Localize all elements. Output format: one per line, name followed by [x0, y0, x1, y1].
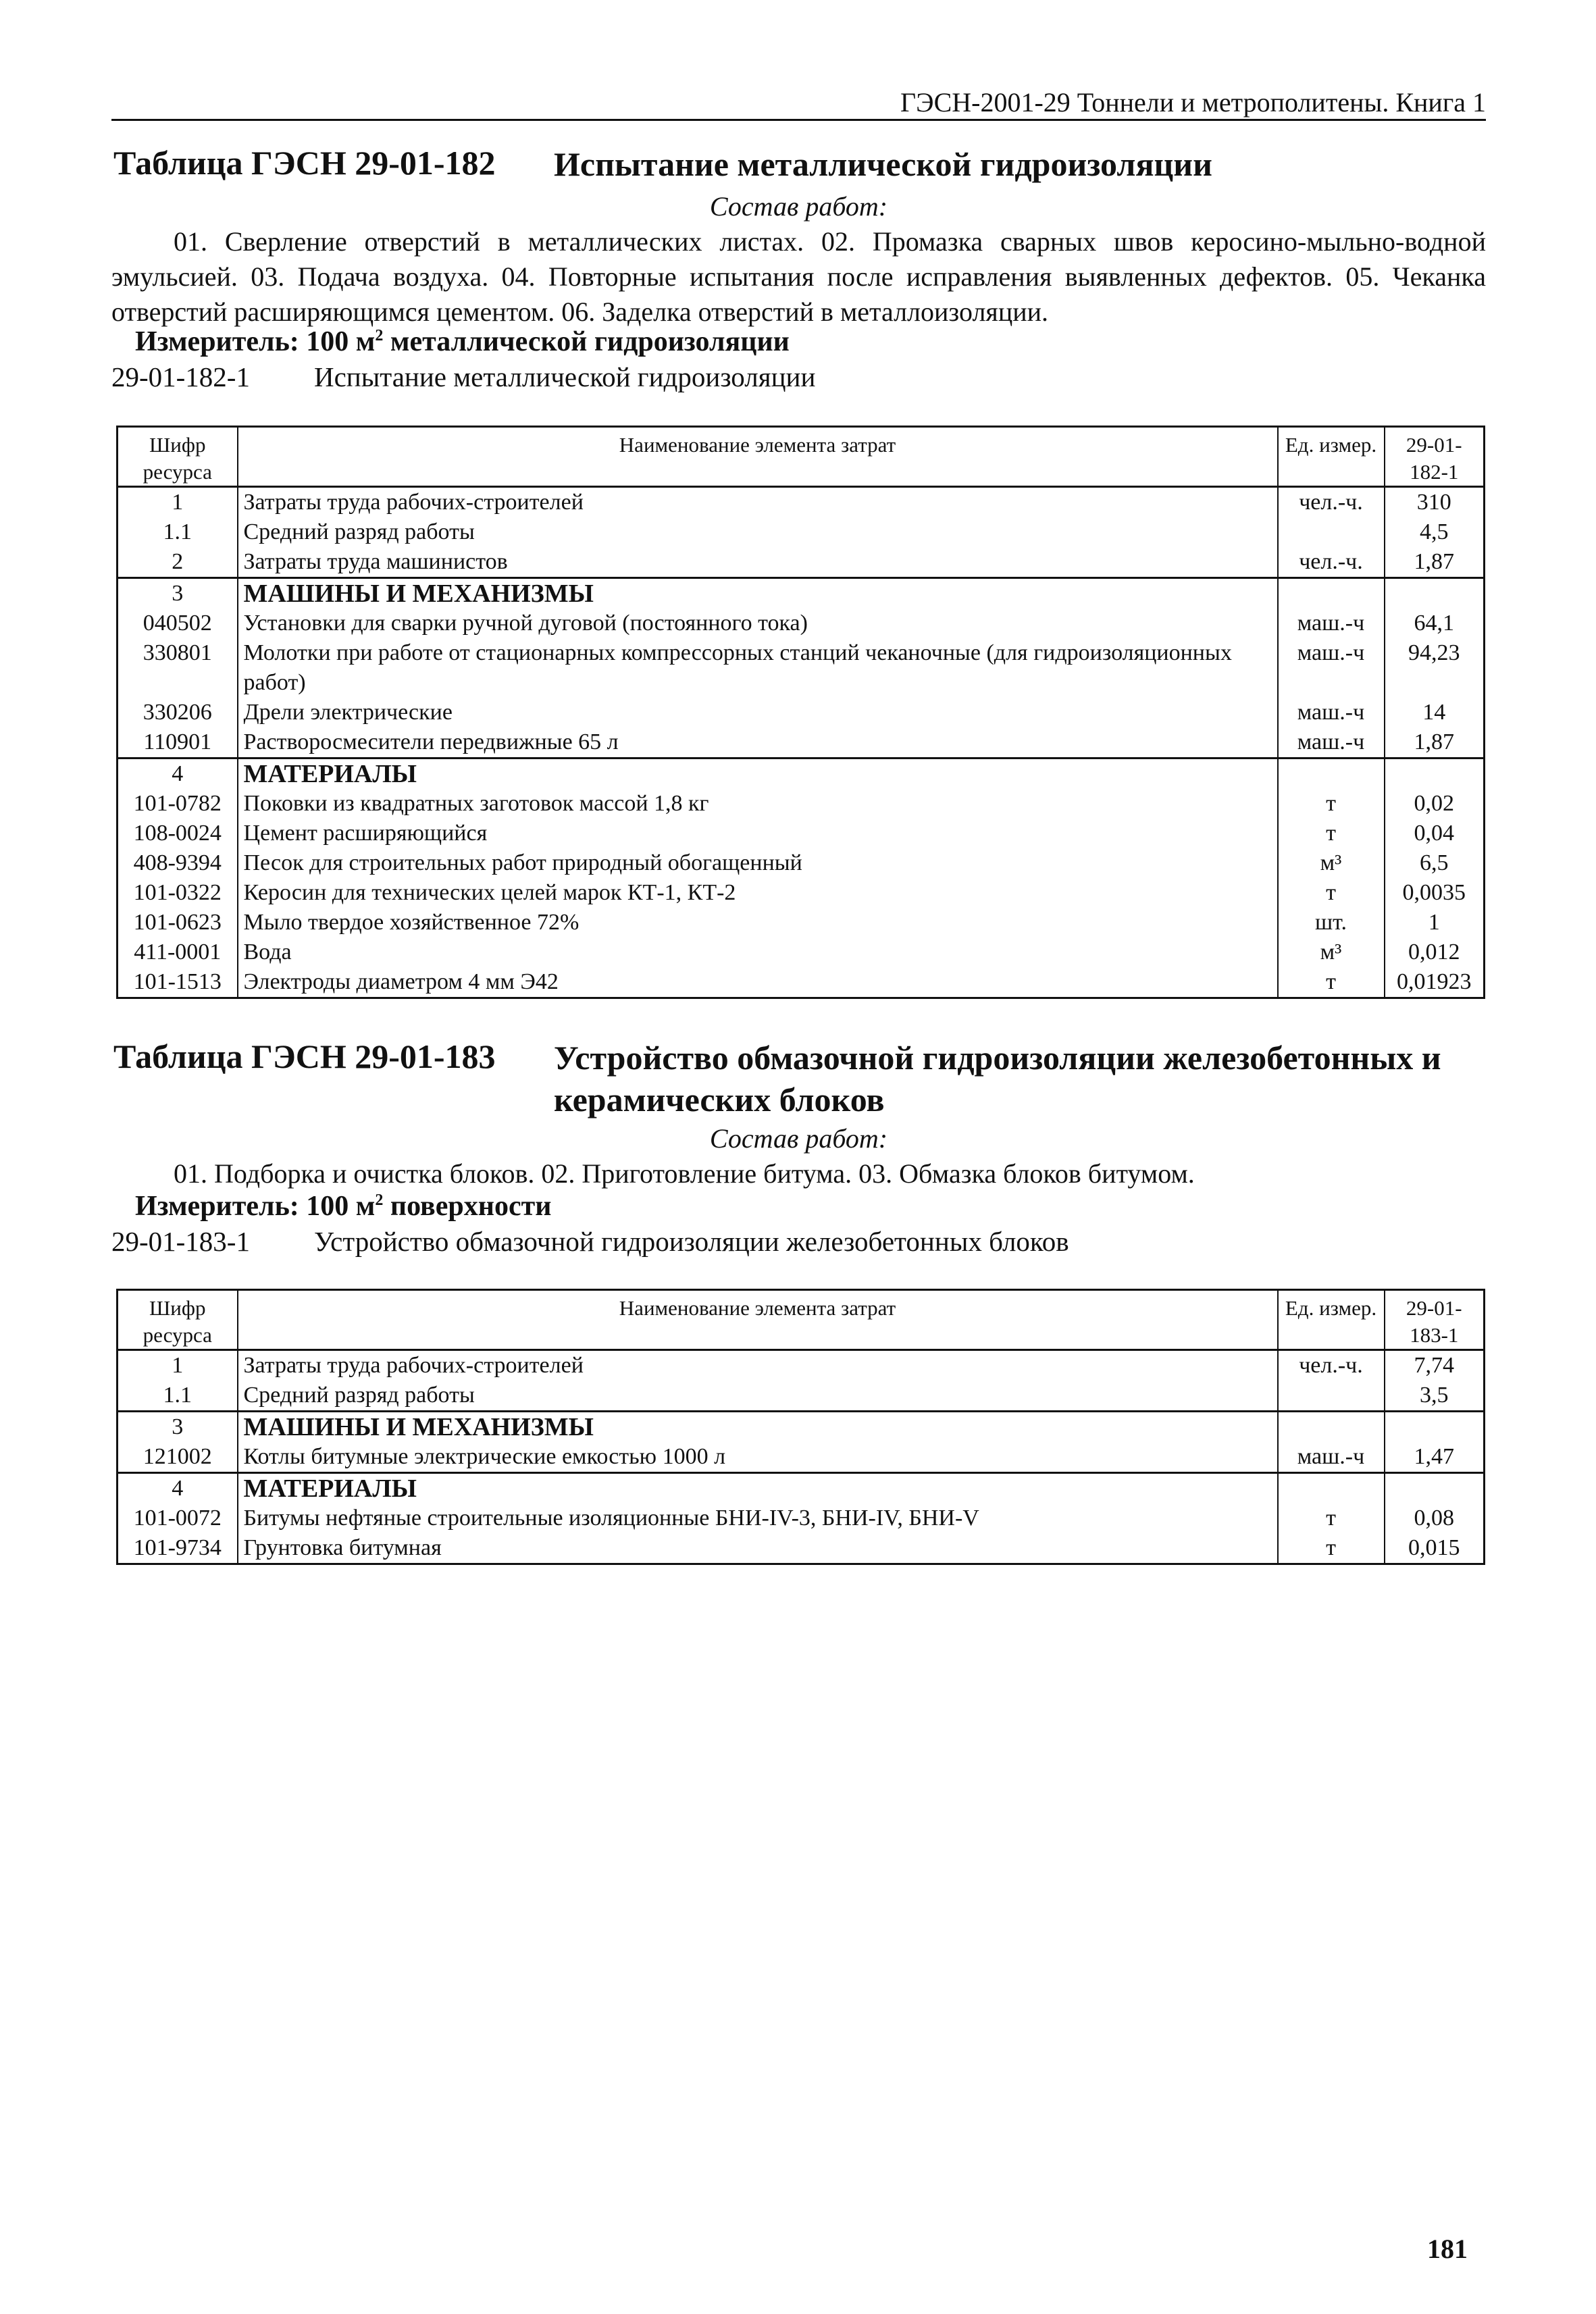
resource-value	[1385, 759, 1485, 790]
resource-value	[1385, 1473, 1485, 1504]
resource-value: 0,012	[1385, 937, 1485, 967]
table-182-code-line	[111, 361, 815, 393]
table-row	[118, 578, 1485, 609]
col-header-value: 29-01-182-1	[1385, 427, 1485, 487]
resource-value: 7,74	[1385, 1350, 1485, 1381]
resource-unit: чел.-ч.	[1278, 1350, 1385, 1381]
resource-name: Цемент расширяющийся	[238, 819, 1278, 848]
table-183-subject: Устройство обмазочной гидроизоляции железобетонных и керамических блоков	[554, 1039, 1441, 1119]
resource-code: 411-0001	[118, 937, 238, 967]
resource-name: МАТЕРИАЛЫ	[238, 1473, 1278, 1504]
resource-code: 1.1	[118, 1381, 238, 1412]
resource-unit: маш.-ч	[1278, 727, 1385, 759]
table-row	[118, 517, 1485, 547]
resource-value: 0,0035	[1385, 878, 1485, 908]
resource-unit: маш.-ч	[1278, 1442, 1385, 1473]
table-182-work-heading: Состав работ:	[709, 191, 888, 222]
resource-value: 3,5	[1385, 1381, 1485, 1412]
norm-code: 29-01-182-1	[111, 361, 250, 392]
resource-unit: м³	[1278, 848, 1385, 878]
resource-name: Вода	[238, 937, 1278, 967]
resource-code: 4	[118, 1473, 238, 1504]
table-row	[118, 638, 1485, 698]
resource-code: 101-0782	[118, 789, 238, 819]
resource-value	[1385, 578, 1485, 609]
resource-unit	[1278, 1381, 1385, 1412]
table-header-row	[118, 427, 1485, 487]
col-header-name: Наименование элемента затрат	[238, 1290, 1278, 1350]
table-182-work-text	[111, 224, 1486, 330]
table-row	[118, 1350, 1485, 1381]
resource-code: 101-0072	[118, 1503, 238, 1533]
header-rule	[111, 119, 1486, 121]
resource-value: 310	[1385, 487, 1485, 518]
resource-name: Песок для строительных работ природный обогащенный	[238, 848, 1278, 878]
table-row	[118, 819, 1485, 848]
table-row	[118, 1412, 1485, 1443]
resource-value: 0,08	[1385, 1503, 1485, 1533]
resource-code: 101-9734	[118, 1533, 238, 1564]
resource-code: 108-0024	[118, 819, 238, 848]
table-row	[118, 487, 1485, 518]
page-number: 181	[1427, 2234, 1468, 2264]
resource-code: 040502	[118, 609, 238, 638]
resource-unit: чел.-ч.	[1278, 487, 1385, 518]
table-row	[118, 908, 1485, 937]
table-row	[118, 1473, 1485, 1504]
resource-value: 14	[1385, 698, 1485, 727]
measure-sup: 2	[375, 327, 384, 344]
resource-code: 101-1513	[118, 967, 238, 998]
measure-prefix: Измеритель: 100 м	[135, 1191, 376, 1222]
measure-prefix: Измеритель: 100 м	[135, 326, 376, 357]
table-row	[118, 1503, 1485, 1533]
resource-name: Установки для сварки ручной дуговой (постоянного тока)	[238, 609, 1278, 638]
resource-unit: маш.-ч	[1278, 609, 1385, 638]
table-row	[118, 547, 1485, 578]
table-row	[118, 789, 1485, 819]
table-183-code-line	[111, 1225, 1069, 1258]
resource-code: 4	[118, 759, 238, 790]
table-183-title: Таблица ГЭСН 29-01-183	[113, 1037, 496, 1075]
resource-code: 121002	[118, 1442, 238, 1473]
resource-code: 2	[118, 547, 238, 578]
resource-table-183	[116, 1289, 1485, 1565]
resource-value: 4,5	[1385, 517, 1485, 547]
resource-name: Мыло твердое хозяйственное 72%	[238, 908, 1278, 937]
resource-code: 101-0322	[118, 878, 238, 908]
table-row	[118, 609, 1485, 638]
resource-code: 330801	[118, 638, 238, 698]
resource-unit: м³	[1278, 937, 1385, 967]
col-header-unit: Ед. измер.	[1278, 427, 1385, 487]
resource-value: 64,1	[1385, 609, 1485, 638]
resource-value	[1385, 1412, 1485, 1443]
table-header-row	[118, 1290, 1485, 1350]
norm-description: Устройство обмазочной гидроизоляции железобетонных блоков	[314, 1226, 1069, 1257]
table-row	[118, 848, 1485, 878]
measure-suffix: металлической гидроизоляции	[383, 326, 790, 357]
resource-name: Поковки из квадратных заготовок массой 1,8 кг	[238, 789, 1278, 819]
resource-name: Растворосмесители передвижные 65 л	[238, 727, 1278, 759]
resource-code: 3	[118, 578, 238, 609]
col-header-code: Шифр ресурса	[118, 1290, 238, 1350]
table-row	[118, 1533, 1485, 1564]
table-182-measure	[135, 326, 790, 358]
resource-unit: маш.-ч	[1278, 638, 1385, 698]
resource-code: 3	[118, 1412, 238, 1443]
measure-sup: 2	[375, 1191, 384, 1209]
resource-unit: т	[1278, 819, 1385, 848]
resource-name: Котлы битумные электрические емкостью 1000 л	[238, 1442, 1278, 1473]
resource-code: 110901	[118, 727, 238, 759]
resource-unit	[1278, 578, 1385, 609]
resource-name: Дрели электрические	[238, 698, 1278, 727]
resource-value: 0,015	[1385, 1533, 1485, 1564]
resource-unit: шт.	[1278, 908, 1385, 937]
resource-name: МАТЕРИАЛЫ	[238, 759, 1278, 790]
col-header-value: 29-01-183-1	[1385, 1290, 1485, 1350]
norm-description: Испытание металлической гидроизоляции	[314, 361, 816, 392]
resource-unit: маш.-ч	[1278, 698, 1385, 727]
table-182-title: Таблица ГЭСН 29-01-182	[113, 144, 496, 182]
resource-code: 330206	[118, 698, 238, 727]
resource-name: Электроды диаметром 4 мм Э42	[238, 967, 1278, 998]
resource-code: 101-0623	[118, 908, 238, 937]
measure-suffix: поверхности	[383, 1191, 552, 1222]
resource-unit: т	[1278, 1533, 1385, 1564]
resource-value: 94,23	[1385, 638, 1485, 698]
resource-name: Затраты труда рабочих-строителей	[238, 487, 1278, 518]
resource-code: 408-9394	[118, 848, 238, 878]
resource-value: 6,5	[1385, 848, 1485, 878]
resource-unit: т	[1278, 878, 1385, 908]
resource-value: 1,47	[1385, 1442, 1485, 1473]
resource-name: Затраты труда машинистов	[238, 547, 1278, 578]
resource-value: 1	[1385, 908, 1485, 937]
resource-unit: т	[1278, 789, 1385, 819]
running-header: ГЭСН-2001-29 Тоннели и метрополитены. Книга 1	[900, 87, 1486, 118]
table-row	[118, 727, 1485, 759]
resource-name: МАШИНЫ И МЕХАНИЗМЫ	[238, 578, 1278, 609]
resource-value: 0,02	[1385, 789, 1485, 819]
col-header-unit: Ед. измер.	[1278, 1290, 1385, 1350]
table-row	[118, 698, 1485, 727]
resource-unit: т	[1278, 967, 1385, 998]
table-row	[118, 1442, 1485, 1473]
resource-name: Средний разряд работы	[238, 1381, 1278, 1412]
resource-name: Затраты труда рабочих-строителей	[238, 1350, 1278, 1381]
table-183-work-text-body: 01. Подборка и очистка блоков. 02. Приготовление битума. 03. Обмазка блоков битумом.	[174, 1158, 1195, 1189]
resource-table-182	[116, 426, 1485, 999]
table-row	[118, 1381, 1485, 1412]
resource-unit	[1278, 1473, 1385, 1504]
resource-name: МАШИНЫ И МЕХАНИЗМЫ	[238, 1412, 1278, 1443]
resource-value: 0,01923	[1385, 967, 1485, 998]
table-row	[118, 937, 1485, 967]
resource-code: 1.1	[118, 517, 238, 547]
resource-unit: чел.-ч.	[1278, 547, 1385, 578]
table-183-work-text	[111, 1156, 1486, 1191]
resource-name: Грунтовка битумная	[238, 1533, 1278, 1564]
resource-name: Керосин для технических целей марок КТ-1, КТ-2	[238, 878, 1278, 908]
resource-name: Средний разряд работы	[238, 517, 1278, 547]
col-header-name: Наименование элемента затрат	[238, 427, 1278, 487]
resource-unit	[1278, 1412, 1385, 1443]
table-row	[118, 878, 1485, 908]
resource-value: 1,87	[1385, 727, 1485, 759]
table-182-subject: Испытание металлической гидроизоляции	[554, 145, 1212, 183]
resource-value: 0,04	[1385, 819, 1485, 848]
table-183-measure	[135, 1190, 551, 1223]
resource-unit: т	[1278, 1503, 1385, 1533]
norm-code: 29-01-183-1	[111, 1226, 250, 1257]
resource-unit	[1278, 759, 1385, 790]
resource-unit	[1278, 517, 1385, 547]
resource-code: 1	[118, 1350, 238, 1381]
resource-name: Битумы нефтяные строительные изоляционные БНИ-IV-3, БНИ-IV, БНИ-V	[238, 1503, 1278, 1533]
table-183-work-heading: Состав работ:	[709, 1123, 888, 1154]
resource-value: 1,87	[1385, 547, 1485, 578]
table-182-work-text-body: 01. Сверление отверстий в металлических листах. 02. Промазка сварных швов керосино-мыльно-водной эмульсией. 03. Подача воздуха. 04. Повторные испытания после исправления выявленных дефектов. 05. Чеканка отверстий расширяющимся цементом. 06. Заделка отверстий в металлоизоляции.	[111, 226, 1486, 327]
table-row	[118, 967, 1485, 998]
table-row	[118, 759, 1485, 790]
resource-name: Молотки при работе от стационарных компрессорных станций чеканочные (для гидроизоляционных работ)	[238, 638, 1278, 698]
resource-code: 1	[118, 487, 238, 518]
col-header-code: Шифр ресурса	[118, 427, 238, 487]
